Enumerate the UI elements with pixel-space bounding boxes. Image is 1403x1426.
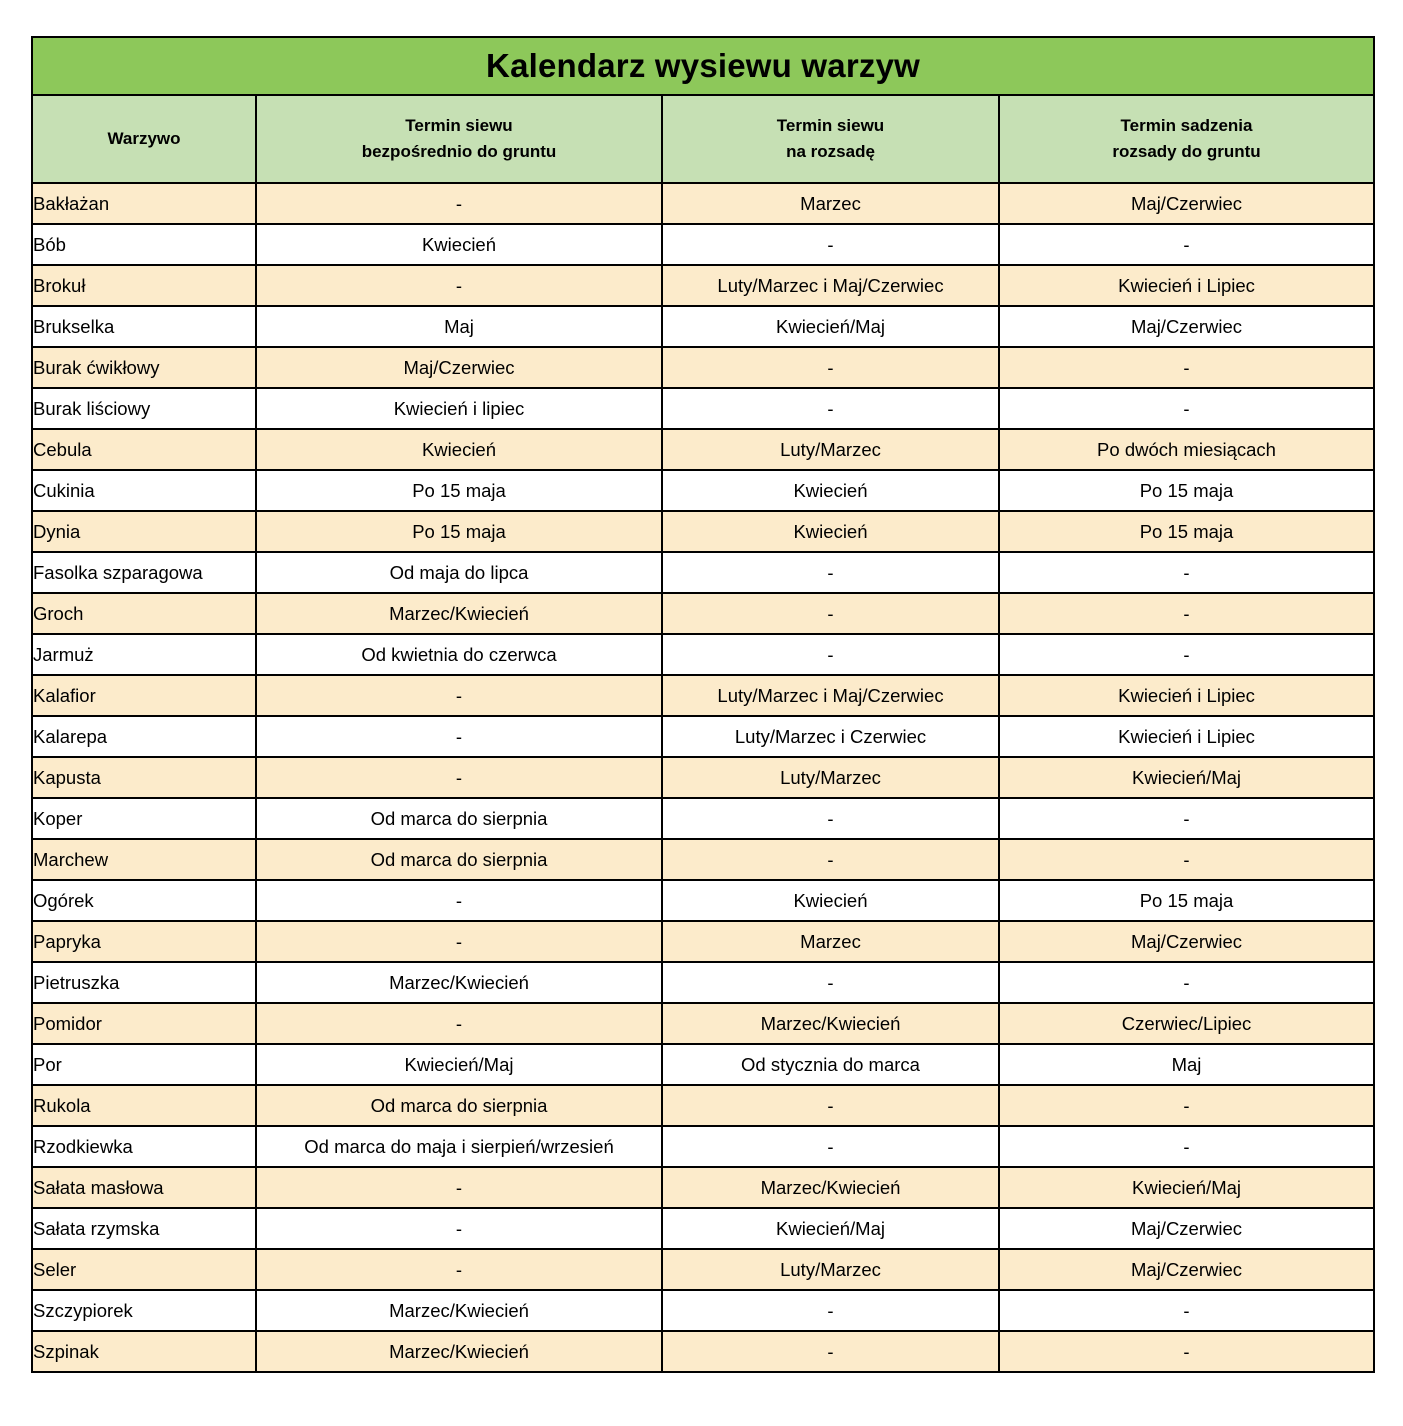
cell-vegetable: Por xyxy=(32,1044,256,1085)
cell-seedling-sowing: Marzec xyxy=(662,183,999,224)
table-row xyxy=(32,306,1374,347)
table-row xyxy=(32,1085,1374,1126)
table-row xyxy=(32,552,1374,593)
cell-vegetable: Fasolka szparagowa xyxy=(32,552,256,593)
table-row xyxy=(32,1167,1374,1208)
cell-direct-sowing: Marzec/Kwiecień xyxy=(256,962,662,1003)
cell-direct-sowing: Maj xyxy=(256,306,662,347)
cell-vegetable: Jarmuż xyxy=(32,634,256,675)
cell-planting: Kwiecień i Lipiec xyxy=(999,675,1374,716)
table-row xyxy=(32,470,1374,511)
cell-vegetable: Szpinak xyxy=(32,1331,256,1372)
cell-vegetable: Marchew xyxy=(32,839,256,880)
cell-direct-sowing: Kwiecień i lipiec xyxy=(256,388,662,429)
cell-planting: Po 15 maja xyxy=(999,511,1374,552)
cell-vegetable: Brukselka xyxy=(32,306,256,347)
cell-planting: Po 15 maja xyxy=(999,470,1374,511)
column-header-planting-line2: rozsady do gruntu xyxy=(1112,142,1261,161)
table-row xyxy=(32,634,1374,675)
table-row xyxy=(32,675,1374,716)
cell-direct-sowing: - xyxy=(256,675,662,716)
cell-planting: Kwiecień i Lipiec xyxy=(999,716,1374,757)
cell-seedling-sowing: Luty/Marzec i Czerwiec xyxy=(662,716,999,757)
sowing-calendar-sheet xyxy=(31,36,1373,1373)
table-row xyxy=(32,388,1374,429)
column-header-planting xyxy=(999,95,1374,183)
table-row xyxy=(32,1044,1374,1085)
cell-planting: - xyxy=(999,798,1374,839)
cell-seedling-sowing: - xyxy=(662,593,999,634)
cell-planting: Maj/Czerwiec xyxy=(999,921,1374,962)
table-row xyxy=(32,1290,1374,1331)
cell-seedling-sowing: Marzec/Kwiecień xyxy=(662,1167,999,1208)
cell-planting: - xyxy=(999,962,1374,1003)
cell-seedling-sowing: - xyxy=(662,1085,999,1126)
page-title: Kalendarz wysiewu warzyw xyxy=(32,37,1374,95)
cell-planting: - xyxy=(999,1331,1374,1372)
cell-direct-sowing: Od kwietnia do czerwca xyxy=(256,634,662,675)
table-row xyxy=(32,1249,1374,1290)
cell-planting: - xyxy=(999,224,1374,265)
cell-vegetable: Cebula xyxy=(32,429,256,470)
cell-seedling-sowing: Od stycznia do marca xyxy=(662,1044,999,1085)
cell-vegetable: Bób xyxy=(32,224,256,265)
cell-direct-sowing: - xyxy=(256,1208,662,1249)
cell-planting: Kwiecień/Maj xyxy=(999,757,1374,798)
cell-direct-sowing: Marzec/Kwiecień xyxy=(256,1331,662,1372)
cell-vegetable: Kalafior xyxy=(32,675,256,716)
cell-seedling-sowing: - xyxy=(662,224,999,265)
cell-seedling-sowing: - xyxy=(662,798,999,839)
cell-seedling-sowing: - xyxy=(662,1290,999,1331)
table-row xyxy=(32,1331,1374,1372)
cell-planting: - xyxy=(999,552,1374,593)
cell-planting: Maj/Czerwiec xyxy=(999,1249,1374,1290)
cell-planting: Po 15 maja xyxy=(999,880,1374,921)
cell-direct-sowing: Od marca do sierpnia xyxy=(256,1085,662,1126)
cell-seedling-sowing: Kwiecień/Maj xyxy=(662,306,999,347)
cell-direct-sowing: Od marca do maja i sierpień/wrzesień xyxy=(256,1126,662,1167)
column-header-direct-sowing xyxy=(256,95,662,183)
cell-seedling-sowing: Luty/Marzec xyxy=(662,1249,999,1290)
column-header-direct-sowing-line2: bezpośrednio do gruntu xyxy=(361,142,557,161)
cell-seedling-sowing: - xyxy=(662,839,999,880)
cell-direct-sowing: - xyxy=(256,716,662,757)
cell-direct-sowing: Kwiecień xyxy=(256,429,662,470)
cell-planting: Kwiecień/Maj xyxy=(999,1167,1374,1208)
column-header-vegetable xyxy=(32,95,256,183)
cell-direct-sowing: Kwiecień xyxy=(256,224,662,265)
cell-seedling-sowing: - xyxy=(662,388,999,429)
cell-direct-sowing: - xyxy=(256,1003,662,1044)
column-header-seedling-sowing xyxy=(662,95,999,183)
table-row xyxy=(32,429,1374,470)
cell-vegetable: Koper xyxy=(32,798,256,839)
column-header-row xyxy=(32,95,1374,183)
cell-planting: Maj xyxy=(999,1044,1374,1085)
title-row xyxy=(32,37,1374,95)
table-row xyxy=(32,224,1374,265)
cell-planting: - xyxy=(999,1126,1374,1167)
cell-vegetable: Papryka xyxy=(32,921,256,962)
cell-vegetable: Seler xyxy=(32,1249,256,1290)
cell-direct-sowing: - xyxy=(256,1249,662,1290)
table-row xyxy=(32,347,1374,388)
sowing-calendar-table xyxy=(31,36,1375,1373)
table-row xyxy=(32,757,1374,798)
cell-planting: - xyxy=(999,388,1374,429)
cell-vegetable: Rukola xyxy=(32,1085,256,1126)
table-row xyxy=(32,1126,1374,1167)
cell-direct-sowing: - xyxy=(256,757,662,798)
cell-seedling-sowing: - xyxy=(662,1331,999,1372)
column-header-direct-sowing-line1: Termin siewu xyxy=(405,115,513,135)
cell-seedling-sowing: Luty/Marzec xyxy=(662,429,999,470)
cell-planting: Czerwiec/Lipiec xyxy=(999,1003,1374,1044)
cell-seedling-sowing: - xyxy=(662,962,999,1003)
cell-vegetable: Szczypiorek xyxy=(32,1290,256,1331)
cell-direct-sowing: Po 15 maja xyxy=(256,470,662,511)
cell-planting: - xyxy=(999,347,1374,388)
cell-planting: Maj/Czerwiec xyxy=(999,183,1374,224)
table-header xyxy=(32,37,1374,183)
column-header-seedling-sowing-line1: Termin siewu xyxy=(776,115,885,135)
cell-vegetable: Ogórek xyxy=(32,880,256,921)
column-header-seedling-sowing-line2: na rozsadę xyxy=(786,142,875,161)
cell-direct-sowing: Kwiecień/Maj xyxy=(256,1044,662,1085)
cell-seedling-sowing: Kwiecień xyxy=(662,470,999,511)
table-row xyxy=(32,265,1374,306)
cell-planting: Maj/Czerwiec xyxy=(999,1208,1374,1249)
cell-vegetable: Sałata rzymska xyxy=(32,1208,256,1249)
cell-direct-sowing: - xyxy=(256,1167,662,1208)
cell-seedling-sowing: Marzec/Kwiecień xyxy=(662,1003,999,1044)
table-row xyxy=(32,962,1374,1003)
cell-vegetable: Dynia xyxy=(32,511,256,552)
cell-vegetable: Kapusta xyxy=(32,757,256,798)
table-row xyxy=(32,798,1374,839)
cell-vegetable: Rzodkiewka xyxy=(32,1126,256,1167)
cell-planting: Po dwóch miesiącach xyxy=(999,429,1374,470)
cell-seedling-sowing: - xyxy=(662,347,999,388)
cell-vegetable: Groch xyxy=(32,593,256,634)
column-header-vegetable-line1: Warzywo xyxy=(107,128,181,148)
cell-planting: - xyxy=(999,634,1374,675)
table-row xyxy=(32,183,1374,224)
cell-seedling-sowing: Marzec xyxy=(662,921,999,962)
cell-planting: Kwiecień i Lipiec xyxy=(999,265,1374,306)
table-row xyxy=(32,593,1374,634)
cell-seedling-sowing: - xyxy=(662,634,999,675)
cell-direct-sowing: Po 15 maja xyxy=(256,511,662,552)
cell-planting: Maj/Czerwiec xyxy=(999,306,1374,347)
cell-vegetable: Burak liściowy xyxy=(32,388,256,429)
cell-planting: - xyxy=(999,593,1374,634)
cell-seedling-sowing: - xyxy=(662,1126,999,1167)
cell-seedling-sowing: Kwiecień xyxy=(662,511,999,552)
cell-direct-sowing: Marzec/Kwiecień xyxy=(256,593,662,634)
cell-direct-sowing: Maj/Czerwiec xyxy=(256,347,662,388)
cell-vegetable: Burak ćwikłowy xyxy=(32,347,256,388)
table-row xyxy=(32,839,1374,880)
table-row xyxy=(32,716,1374,757)
cell-seedling-sowing: Luty/Marzec i Maj/Czerwiec xyxy=(662,265,999,306)
table-row xyxy=(32,1208,1374,1249)
cell-seedling-sowing: - xyxy=(662,552,999,593)
cell-vegetable: Brokuł xyxy=(32,265,256,306)
cell-direct-sowing: - xyxy=(256,265,662,306)
table-row xyxy=(32,511,1374,552)
cell-direct-sowing: - xyxy=(256,880,662,921)
cell-direct-sowing: Marzec/Kwiecień xyxy=(256,1290,662,1331)
cell-vegetable: Pietruszka xyxy=(32,962,256,1003)
cell-planting: - xyxy=(999,1085,1374,1126)
cell-vegetable: Bakłażan xyxy=(32,183,256,224)
table-body xyxy=(32,183,1374,1372)
cell-planting: - xyxy=(999,839,1374,880)
cell-seedling-sowing: Kwiecień xyxy=(662,880,999,921)
cell-vegetable: Kalarepa xyxy=(32,716,256,757)
column-header-planting-line1: Termin sadzenia xyxy=(1120,115,1253,135)
cell-direct-sowing: - xyxy=(256,921,662,962)
cell-seedling-sowing: Luty/Marzec xyxy=(662,757,999,798)
cell-direct-sowing: Od marca do sierpnia xyxy=(256,798,662,839)
cell-seedling-sowing: Luty/Marzec i Maj/Czerwiec xyxy=(662,675,999,716)
cell-vegetable: Sałata masłowa xyxy=(32,1167,256,1208)
cell-vegetable: Cukinia xyxy=(32,470,256,511)
table-row xyxy=(32,880,1374,921)
table-row xyxy=(32,921,1374,962)
cell-direct-sowing: - xyxy=(256,183,662,224)
cell-seedling-sowing: Kwiecień/Maj xyxy=(662,1208,999,1249)
table-row xyxy=(32,1003,1374,1044)
cell-direct-sowing: Od marca do sierpnia xyxy=(256,839,662,880)
cell-direct-sowing: Od maja do lipca xyxy=(256,552,662,593)
cell-vegetable: Pomidor xyxy=(32,1003,256,1044)
cell-planting: - xyxy=(999,1290,1374,1331)
